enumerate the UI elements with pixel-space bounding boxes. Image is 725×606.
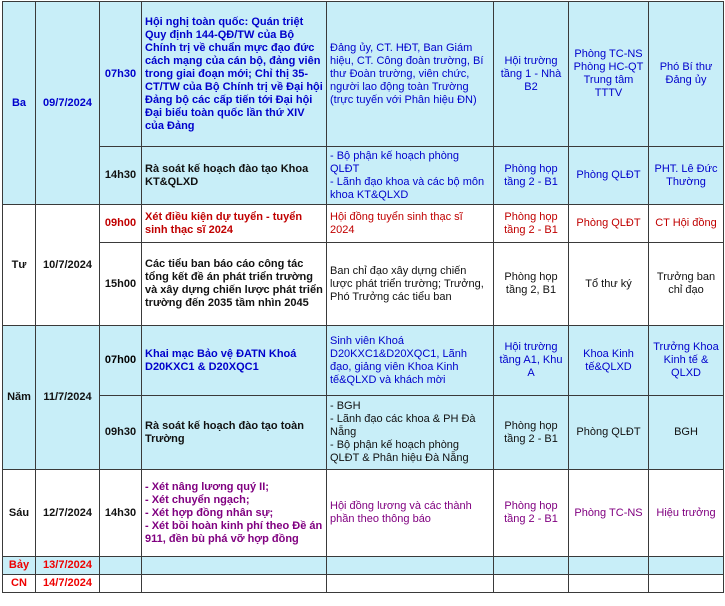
time-cell: 14h30 — [100, 470, 142, 557]
prep-cell: Phòng QLĐT — [569, 396, 649, 470]
attendee-line: - Lãnh đạo khoa và các bộ môn khoa KT&QLXD — [330, 175, 485, 201]
time-cell: 09h00 — [100, 205, 142, 243]
table-row — [3, 326, 724, 396]
attendees-cell: Đảng ủy, CT. HĐT, Ban Giám hiệu, CT. Công đoàn trường, Bí thư Đoàn trường, viên chức, người lao động toàn Trường (trực tuyến với Phân hiệu ĐN) — [327, 2, 494, 147]
host-cell: CT Hội đồng — [649, 205, 724, 243]
day-cell: CN — [3, 575, 36, 593]
date-cell: 10/7/2024 — [36, 205, 100, 326]
prep-cell: Phòng QLĐT — [569, 205, 649, 243]
location-cell: Hội trường tầng A1, Khu A — [494, 326, 569, 396]
host-cell: Phó Bí thư Đảng ủy — [649, 2, 724, 147]
attendees-cell: Sinh viên Khoá D20KXC1&D20XQC1, Lãnh đạo, giảng viên Khoa Kinh tế&QLXD và khách mời — [327, 326, 494, 396]
prep-cell: Tổ thư ký — [569, 243, 649, 326]
attendee-line: - Bộ phận kế hoạch phòng QLĐT & Phân hiệu Đà Nẵng — [330, 439, 469, 464]
location-cell: Phòng họp tầng 2 - B1 — [494, 396, 569, 470]
table-row — [3, 147, 724, 205]
attendees-cell — [327, 147, 494, 205]
time-cell: 09h30 — [100, 396, 142, 470]
date-cell: 12/7/2024 — [36, 470, 100, 557]
content-cell: Xét điều kiện dự tuyển - tuyển sinh thạc sĩ 2024 — [142, 205, 327, 243]
host-cell: Trưởng Khoa Kinh tế & QLXD — [649, 326, 724, 396]
empty-cell — [569, 557, 649, 575]
time-cell: 07h00 — [100, 326, 142, 396]
content-cell: Khai mạc Bảo vệ ĐATN Khoá D20KXC1 & D20XQC1 — [142, 326, 327, 396]
content-line: - Xét chuyển ngạch; — [145, 493, 250, 506]
empty-cell — [327, 575, 494, 593]
day-cell: Năm — [3, 326, 36, 470]
content-line: - Xét bồi hoàn kinh phí theo Đề án 911, đền bù phá vỡ hợp đồng — [145, 519, 323, 545]
location-cell: Phòng họp tầng 2 - B1 — [494, 147, 569, 205]
time-cell: 14h30 — [100, 147, 142, 205]
empty-cell — [494, 575, 569, 593]
day-cell: Tư — [3, 205, 36, 326]
table-row — [3, 557, 724, 575]
empty-cell — [142, 575, 327, 593]
table-row — [3, 2, 724, 147]
attendee-line: - BGH — [330, 400, 361, 412]
empty-cell — [649, 575, 724, 593]
content-cell: Rà soát kế hoạch đào tạo Khoa KT&QLXD — [142, 147, 327, 205]
empty-cell — [327, 557, 494, 575]
host-cell: BGH — [649, 396, 724, 470]
host-cell: PHT. Lê Đức Thường — [649, 147, 724, 205]
table-row — [3, 575, 724, 593]
table-row — [3, 205, 724, 243]
host-cell: Hiệu trưởng — [649, 470, 724, 557]
content-cell: Rà soát kế hoạch đào tạo toàn Trường — [142, 396, 327, 470]
attendees-cell: Hội đồng tuyển sinh thạc sĩ 2024 — [327, 205, 494, 243]
empty-cell — [142, 557, 327, 575]
location-cell: Phòng họp tầng 2 - B1 — [494, 205, 569, 243]
date-cell: 13/7/2024 — [36, 557, 100, 575]
prep-cell: Phòng TC-NS — [569, 470, 649, 557]
time-cell: 15h00 — [100, 243, 142, 326]
empty-cell — [100, 575, 142, 593]
content-cell: Hội nghị toàn quốc: Quán triệt Quy định 144-QĐ/TW của Bộ Chính trị về chuẩn mực đạo đức cách mạng của cán bộ, đảng viên trong giai đoạn mới; Chỉ thị 35-CT/TW của Bộ Chính trị về Đại hội Đảng bộ các cấp tiến tới Đại hội Đại biểu toàn quốc lần thứ XIV của Đảng — [142, 2, 327, 147]
date-cell: 11/7/2024 — [36, 326, 100, 470]
table-row — [3, 243, 724, 326]
content-line: - Xét nâng lương quý II; — [145, 480, 269, 493]
prep-cell: Phòng TC-NS Phòng HC-QT Trung tâm TTTV — [569, 2, 649, 147]
content-cell: Các tiểu ban báo cáo công tác tổng kết đề án phát triển trường và xây dựng chiến lược phát triển trường đến 2035 tầm nhìn 2045 — [142, 243, 327, 326]
prep-cell: Khoa Kinh tế&QLXD — [569, 326, 649, 396]
prep-cell: Phòng QLĐT — [569, 147, 649, 205]
table-row — [3, 470, 724, 557]
date-cell: 14/7/2024 — [36, 575, 100, 593]
schedule-table — [2, 1, 724, 593]
attendee-line: - Lãnh đạo các khoa & PH Đà Nẵng — [330, 413, 476, 438]
time-cell: 07h30 — [100, 2, 142, 147]
day-cell: Ba — [3, 2, 36, 205]
day-cell: Sáu — [3, 470, 36, 557]
empty-cell — [569, 575, 649, 593]
empty-cell — [100, 557, 142, 575]
location-cell: Phòng họp tầng 2, B1 — [494, 243, 569, 326]
attendees-cell: Ban chỉ đạo xây dựng chiến lược phát triển trường; Trưởng, Phó Trưởng các tiểu ban — [327, 243, 494, 326]
date-cell: 09/7/2024 — [36, 2, 100, 205]
attendee-line: - Bộ phận kế hoạch phòng QLĐT — [330, 149, 460, 175]
attendees-cell: Hội đồng lương và các thành phần theo thông báo — [327, 470, 494, 557]
attendees-cell — [327, 396, 494, 470]
content-line: - Xét hợp đồng nhân sự; — [145, 506, 274, 519]
host-cell: Trưởng ban chỉ đạo — [649, 243, 724, 326]
empty-cell — [494, 557, 569, 575]
location-cell: Phòng họp tầng 2 - B1 — [494, 470, 569, 557]
table-row — [3, 396, 724, 470]
empty-cell — [649, 557, 724, 575]
day-cell: Bảy — [3, 557, 36, 575]
content-cell — [142, 470, 327, 557]
location-cell: Hội trường tầng 1 - Nhà B2 — [494, 2, 569, 147]
